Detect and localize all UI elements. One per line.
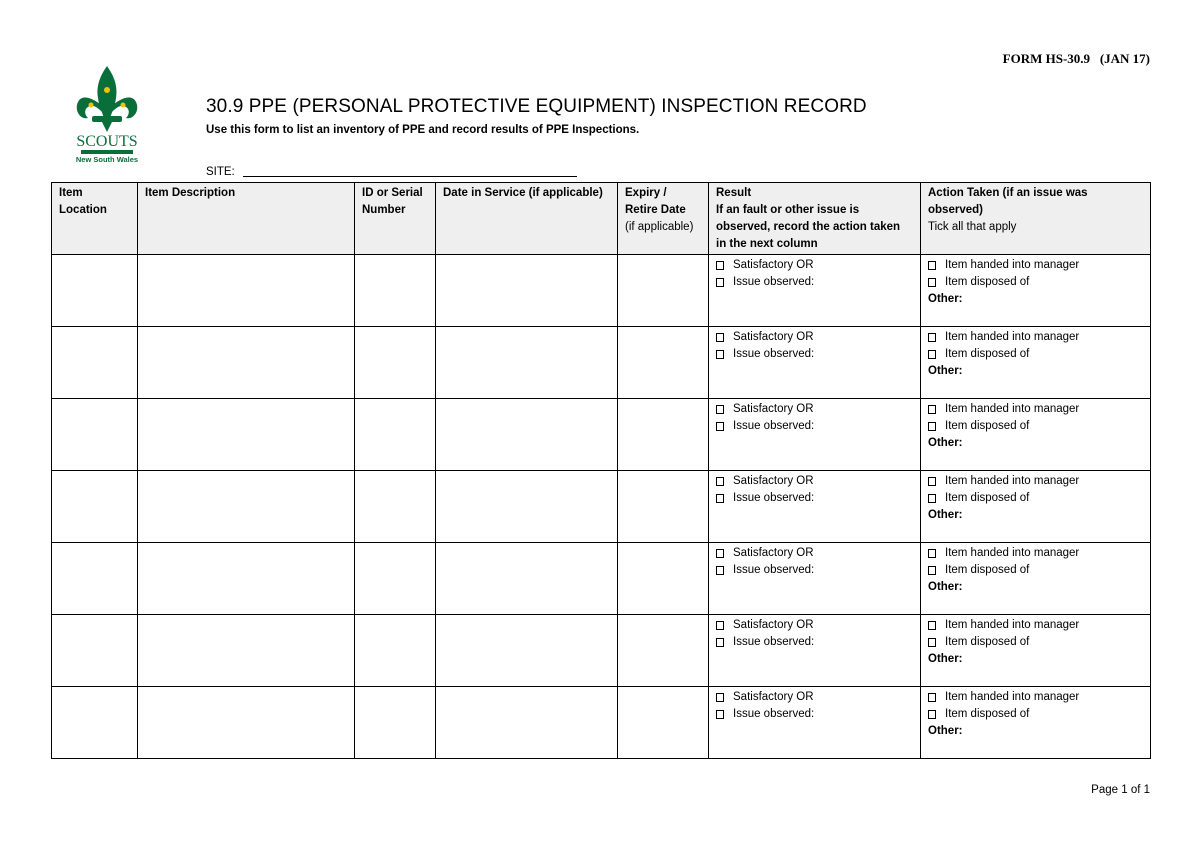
handed-label: Item handed into manager	[945, 259, 1080, 271]
cell-id-serial[interactable]	[355, 687, 436, 759]
scouts-logo	[74, 64, 140, 168]
issue-label: Issue observed:	[733, 636, 815, 648]
cell-date-in-service[interactable]	[436, 327, 618, 399]
issue-checkbox[interactable]	[716, 710, 724, 719]
col-date-in-service: Date in Service (if applicable)	[436, 183, 618, 255]
satisfactory-checkbox[interactable]	[716, 333, 724, 342]
handed-checkbox[interactable]	[928, 621, 936, 630]
disposed-label: Item disposed of	[945, 492, 1030, 504]
disposed-checkbox[interactable]	[928, 278, 936, 287]
issue-checkbox[interactable]	[716, 350, 724, 359]
satisfactory-checkbox[interactable]	[716, 477, 724, 486]
cell-expiry[interactable]	[618, 615, 709, 687]
issue-label: Issue observed:	[733, 492, 815, 504]
other-label: Other:	[928, 437, 963, 449]
handed-label: Item handed into manager	[945, 475, 1080, 487]
other-label: Other:	[928, 365, 963, 377]
other-label: Other:	[928, 581, 963, 593]
cell-item-location[interactable]	[52, 327, 138, 399]
handed-checkbox[interactable]	[928, 261, 936, 270]
disposed-label: Item disposed of	[945, 276, 1030, 288]
issue-label: Issue observed:	[733, 564, 815, 576]
cell-id-serial[interactable]	[355, 399, 436, 471]
disposed-checkbox[interactable]	[928, 494, 936, 503]
cell-item-location[interactable]	[52, 615, 138, 687]
table-row	[52, 327, 1151, 399]
satisfactory-label: Satisfactory OR	[733, 331, 814, 343]
cell-action-taken	[921, 399, 1151, 471]
cell-id-serial[interactable]	[355, 543, 436, 615]
satisfactory-checkbox[interactable]	[716, 261, 724, 270]
cell-expiry[interactable]	[618, 471, 709, 543]
cell-expiry[interactable]	[618, 543, 709, 615]
disposed-checkbox[interactable]	[928, 422, 936, 431]
cell-result	[709, 255, 921, 327]
cell-date-in-service[interactable]	[436, 543, 618, 615]
disposed-label: Item disposed of	[945, 420, 1030, 432]
issue-checkbox[interactable]	[716, 566, 724, 575]
cell-id-serial[interactable]	[355, 471, 436, 543]
cell-date-in-service[interactable]	[436, 471, 618, 543]
cell-result	[709, 543, 921, 615]
handed-checkbox[interactable]	[928, 693, 936, 702]
disposed-label: Item disposed of	[945, 636, 1030, 648]
ppe-inspection-table	[51, 182, 1151, 759]
cell-item-description[interactable]	[138, 327, 355, 399]
cell-item-location[interactable]	[52, 255, 138, 327]
col-item-description: Item Description	[138, 183, 355, 255]
satisfactory-label: Satisfactory OR	[733, 691, 814, 703]
other-label: Other:	[928, 725, 963, 737]
satisfactory-checkbox[interactable]	[716, 549, 724, 558]
cell-item-description[interactable]	[138, 471, 355, 543]
cell-date-in-service[interactable]	[436, 687, 618, 759]
table-row	[52, 399, 1151, 471]
cell-item-location[interactable]	[52, 471, 138, 543]
handed-checkbox[interactable]	[928, 477, 936, 486]
cell-date-in-service[interactable]	[436, 255, 618, 327]
logo-bar	[81, 150, 133, 154]
table-header-row	[52, 183, 1151, 255]
cell-item-description[interactable]	[138, 687, 355, 759]
issue-checkbox[interactable]	[716, 494, 724, 503]
table-row	[52, 471, 1151, 543]
site-input-line[interactable]	[243, 176, 577, 177]
other-label: Other:	[928, 653, 963, 665]
issue-label: Issue observed:	[733, 420, 815, 432]
table-row	[52, 687, 1151, 759]
disposed-label: Item disposed of	[945, 708, 1030, 720]
cell-action-taken	[921, 255, 1151, 327]
cell-expiry[interactable]	[618, 399, 709, 471]
cell-item-location[interactable]	[52, 687, 138, 759]
handed-checkbox[interactable]	[928, 405, 936, 414]
col-item-location: Item Location	[52, 183, 138, 255]
cell-date-in-service[interactable]	[436, 399, 618, 471]
satisfactory-checkbox[interactable]	[716, 693, 724, 702]
cell-id-serial[interactable]	[355, 255, 436, 327]
issue-checkbox[interactable]	[716, 422, 724, 431]
cell-result	[709, 687, 921, 759]
handed-label: Item handed into manager	[945, 331, 1080, 343]
issue-label: Issue observed:	[733, 708, 815, 720]
disposed-checkbox[interactable]	[928, 710, 936, 719]
site-label: SITE:	[206, 166, 235, 178]
cell-id-serial[interactable]	[355, 615, 436, 687]
logo-region: New South Wales	[75, 155, 139, 164]
satisfactory-label: Satisfactory OR	[733, 475, 814, 487]
satisfactory-label: Satisfactory OR	[733, 259, 814, 271]
handed-checkbox[interactable]	[928, 333, 936, 342]
cell-expiry[interactable]	[618, 687, 709, 759]
table-row	[52, 255, 1151, 327]
cell-date-in-service[interactable]	[436, 615, 618, 687]
disposed-label: Item disposed of	[945, 348, 1030, 360]
table-row	[52, 615, 1151, 687]
satisfactory-checkbox[interactable]	[716, 621, 724, 630]
other-label: Other:	[928, 293, 963, 305]
cell-item-location[interactable]	[52, 543, 138, 615]
handed-label: Item handed into manager	[945, 691, 1080, 703]
page-number: Page 1 of 1	[1091, 784, 1150, 796]
disposed-checkbox[interactable]	[928, 638, 936, 647]
cell-item-description[interactable]	[138, 543, 355, 615]
cell-action-taken	[921, 615, 1151, 687]
satisfactory-label: Satisfactory OR	[733, 619, 814, 631]
disposed-checkbox[interactable]	[928, 350, 936, 359]
cell-item-description[interactable]	[138, 255, 355, 327]
table-row	[52, 543, 1151, 615]
page-subtitle: Use this form to list an inventory of PPE and record results of PPE Inspections.	[206, 124, 640, 136]
handed-label: Item handed into manager	[945, 547, 1080, 559]
cell-action-taken	[921, 543, 1151, 615]
satisfactory-checkbox[interactable]	[716, 405, 724, 414]
cell-action-taken	[921, 471, 1151, 543]
other-label: Other:	[928, 509, 963, 521]
col-expiry: Expiry / Retire Date (if applicable)	[618, 183, 709, 255]
issue-checkbox[interactable]	[716, 278, 724, 287]
cell-item-description[interactable]	[138, 615, 355, 687]
cell-result	[709, 327, 921, 399]
cell-expiry[interactable]	[618, 255, 709, 327]
handed-checkbox[interactable]	[928, 549, 936, 558]
handed-label: Item handed into manager	[945, 619, 1080, 631]
cell-result	[709, 615, 921, 687]
cell-result	[709, 399, 921, 471]
cell-expiry[interactable]	[618, 327, 709, 399]
col-action-taken: Action Taken (if an issue was observed) Tick all that apply	[921, 183, 1151, 255]
issue-checkbox[interactable]	[716, 638, 724, 647]
fleur-de-lis-icon	[74, 64, 140, 134]
col-result: Result If an fault or other issue is observed, record the action taken in the next column	[709, 183, 921, 255]
disposed-label: Item disposed of	[945, 564, 1030, 576]
disposed-checkbox[interactable]	[928, 566, 936, 575]
cell-id-serial[interactable]	[355, 327, 436, 399]
cell-item-description[interactable]	[138, 399, 355, 471]
form-code-number: FORM HS-30.9	[1002, 51, 1091, 66]
page-title: 30.9 PPE (PERSONAL PROTECTIVE EQUIPMENT) INSPECTION RECORD	[206, 96, 867, 117]
logo-wordmark: SCOUTS	[76, 133, 138, 150]
issue-label: Issue observed:	[733, 276, 815, 288]
form-code	[1003, 51, 1150, 67]
cell-item-location[interactable]	[52, 399, 138, 471]
form-code-date: (JAN 17)	[1099, 51, 1150, 66]
satisfactory-label: Satisfactory OR	[733, 403, 814, 415]
cell-action-taken	[921, 687, 1151, 759]
issue-label: Issue observed:	[733, 348, 815, 360]
cell-action-taken	[921, 327, 1151, 399]
handed-label: Item handed into manager	[945, 403, 1080, 415]
col-id-serial: ID or Serial Number	[355, 183, 436, 255]
cell-result	[709, 471, 921, 543]
satisfactory-label: Satisfactory OR	[733, 547, 814, 559]
